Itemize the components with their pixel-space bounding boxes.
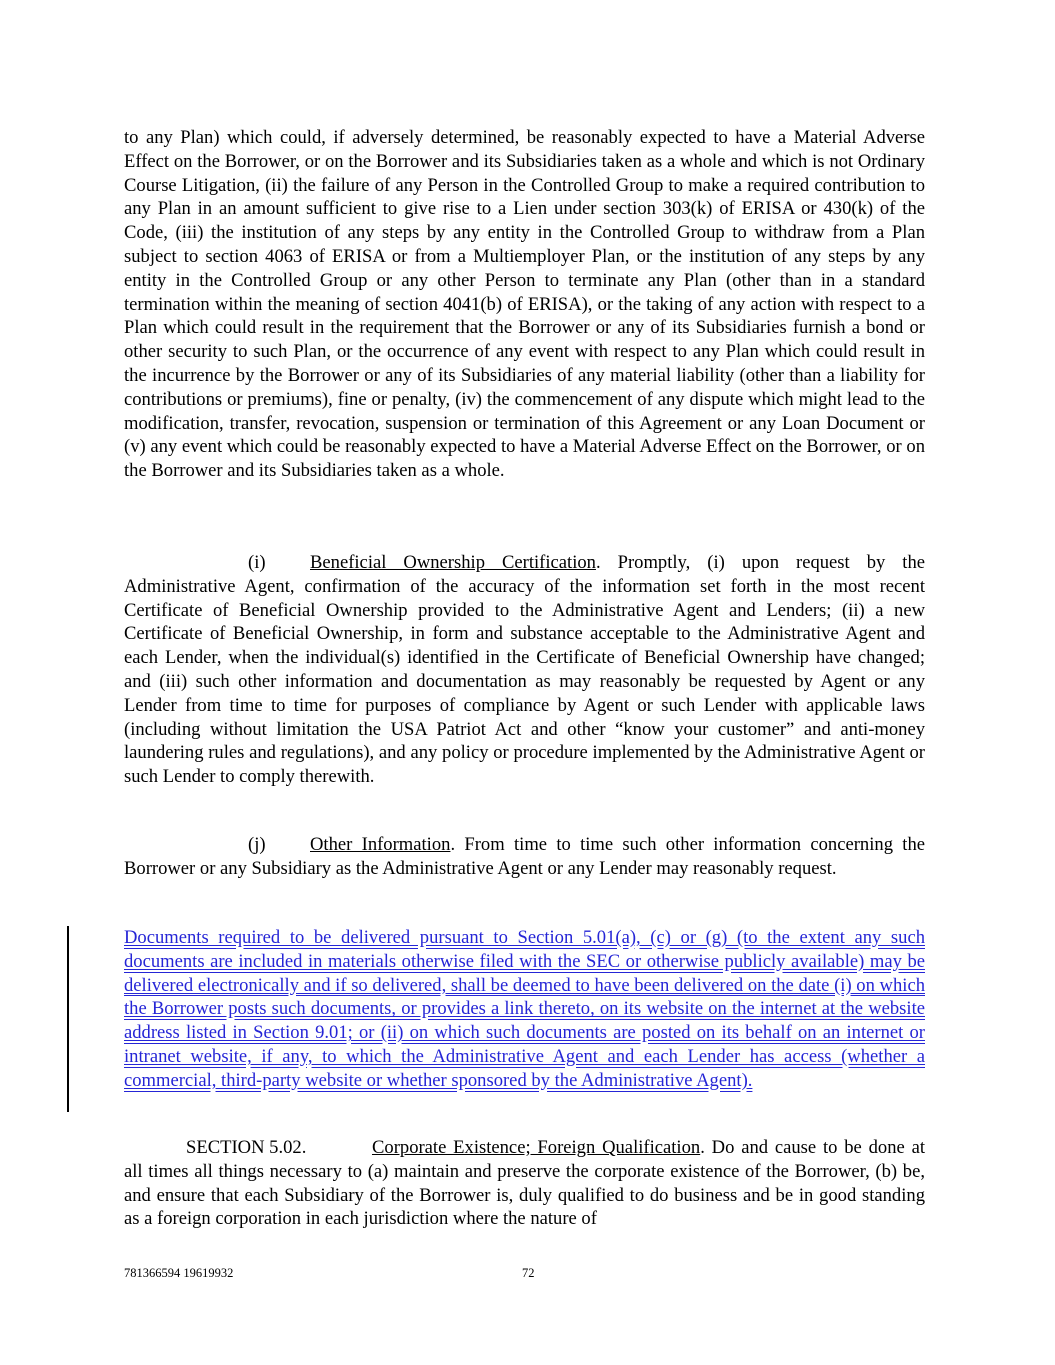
paragraph-item-j (124, 833, 925, 881)
footer-document-id: 781366594 19619932 (124, 1266, 234, 1280)
section-heading: Corporate Existence; Foreign Qualification (372, 1137, 701, 1158)
item-j-body: . From time to time such other information concerning the Borrower or any Subsidiary as the Administrative Agent or any Lender may reasonably request. (124, 834, 925, 879)
inserted-text: Documents required to be delivered pursuant to Section 5.01(a), (c) or (g) (to the extent any such documents are included in materials otherwise filed with the SEC or otherwise publicly available) may be delivered electronically and if so delivered, shall be deemed to have been delivered on the date (i) on which the Borrower posts such documents, or provides a link thereto, on its website on the internet at the website address listed in Section 9.01; or (ii) on which such documents are posted on its behalf on an internet or intranet website, if any, to which the Administrative Agent and each Lender has access (whether a commercial, third-party website or whether sponsored by the Administrative Agent). (124, 927, 925, 1091)
item-i-heading: Beneficial Ownership Certification (310, 552, 596, 573)
revision-change-bar (67, 926, 69, 1112)
paragraph-continuation (124, 126, 925, 483)
paragraph-inserted-revision (124, 926, 925, 1093)
paragraph-item-i (124, 551, 925, 789)
section-number: SECTION 5.02. (186, 1137, 307, 1158)
item-i-marker: (i) (248, 552, 266, 573)
item-i-body: . Promptly, (i) upon request by the Administrative Agent, confirmation of the accuracy of the information set forth in the most recent Certificate of Beneficial Ownership provided to the Administrative Agent and Lenders; (ii) a new Certificate of Beneficial Ownership, in form and substance acceptable to the Administrative Agent and each Lender, when the individual(s) identified in the Certificate of Beneficial Ownership have changed; and (iii) such other information and documentation as may reasonably be requested by Agent or any Lender from time to time for purposes of compliance by Agent or such Lender with applicable laws (including without limitation the USA Patriot Act and other “know your customer” and anti-money laundering rules and regulations), and any policy or procedure implemented by the Administrative Agent or such Lender to comply therewith. (124, 552, 926, 788)
continuation-text: to any Plan) which could, if adversely determined, be reasonably expected to have a Material Adverse Effect on the Borrower, or on the Borrower and its Subsidiaries taken as a whole and which is not Ordinary Course Litigation, (ii) the failure of any Person in the Controlled Group to make a required contribution to any Plan in an amount sufficient to give rise to a Lien under section 303(k) of ERISA or 430(k) of the Code, (iii) the institution of any steps by any entity in the Controlled Group to withdraw from a Plan subject to section 4063 of ERISA or from a Multiemployer Plan, or the institution of any steps by any entity in the Controlled Group or any other Person to terminate any Plan (other than in a standard termination within the meaning of section 4041(b) of ERISA), or the taking of any action with respect to a Plan which could result in the requirement that the Borrower or any of its Subsidiaries furnish a bond or other security to such Plan, or the occurrence of any event with respect to any Plan which could result in the incurrence by the Borrower or any of its Subsidiaries of any material liability (other than a liability for contributions or premiums), fine or penalty, (iv) the commencement of any dispute which might lead to the modification, transfer, revocation, suspension or termination of this Agreement or any Loan Document or (v) any event which could be reasonably expected to have a Material Adverse Effect on the Borrower, or on the Borrower and its Subsidiaries taken as a whole. (124, 127, 925, 482)
footer-page-number: 72 (522, 1266, 535, 1280)
item-j-marker: (j) (248, 834, 266, 855)
paragraph-section-5-02 (124, 1136, 925, 1231)
section-body: . Do and cause to be done at all times all things necessary to (a) maintain and preserve the corporate existence of the Borrower, (b) be, and ensure that each Subsidiary of the Borrower is, duly qualified to do business and be in good standing as a foreign corporation in each jurisdiction where the nature of (124, 1137, 925, 1230)
item-j-heading: Other Information (310, 834, 451, 855)
